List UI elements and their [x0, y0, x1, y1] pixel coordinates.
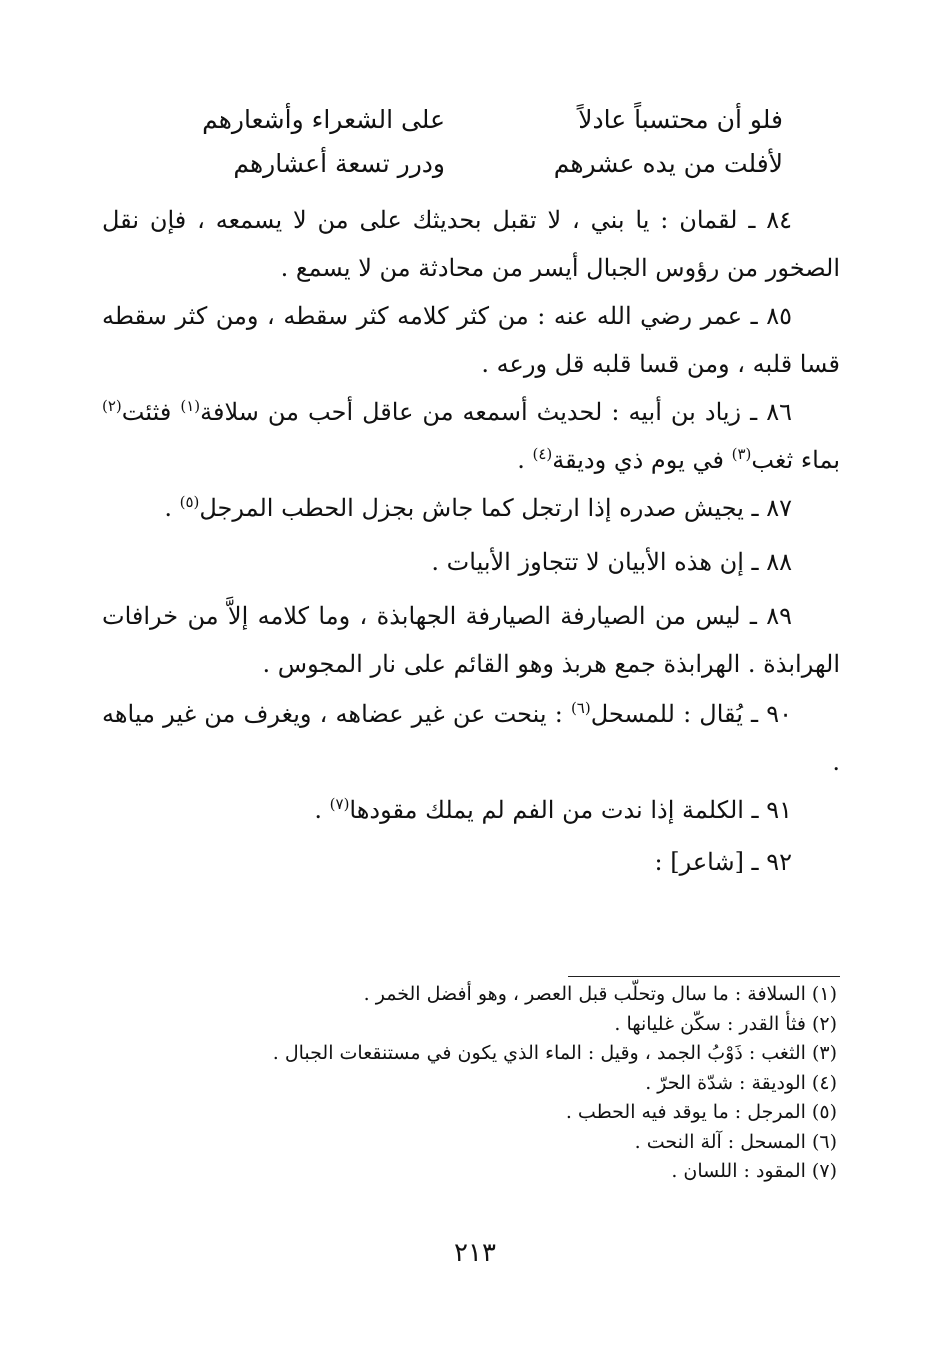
poem-line-1-second-hemistich: على الشعراء وأشعارهم [202, 105, 445, 134]
footnotes-section [197, 976, 837, 1187]
entry-92: ٩٢ ـ [شاعر] : [654, 848, 792, 876]
entry-90-text-b: : ينحت عن غير عضاهه ، ويغرف من غير مياهه . [102, 700, 840, 776]
footnote-ref-2[interactable]: (٢) [102, 397, 122, 415]
footnote-ref-7[interactable]: (٧) [329, 795, 350, 813]
footnote-2: (٢) فثأ القدر : سكّن غليانها . [614, 1012, 837, 1035]
footnote-ref-1[interactable]: (١) [180, 397, 201, 415]
footnote-1: (١) السلافة : ما سال وتحلّب قبل العصر ، وهو أفضل الخمر . [363, 983, 837, 1005]
entry-86-text-a: ٨٦ ـ زياد بن أبيه : لحديث أسمعه من عاقل أحب من سلافة [200, 398, 792, 426]
footnote-4: (٤) الوديقة : شدّة الحرّ . [645, 1071, 837, 1094]
entry-91-text-b: . [314, 796, 330, 824]
entry-86 [102, 388, 840, 484]
entry-91 [102, 786, 792, 834]
poem-line-1-first-hemistich: فلو أن محتسباً عادلاً [578, 105, 783, 134]
poem-line-2-second-hemistich: ودرر تسعة أعشارهم [233, 149, 445, 178]
footnote-ref-6[interactable]: (٦) [570, 699, 591, 717]
entry-90 [102, 690, 840, 786]
entry-88: ٨٨ ـ إن هذه الأبيان لا تتجاوز الأبيات . [431, 548, 792, 576]
entry-91-text-a: ٩١ ـ الكلمة إذا ندت من الفم لم يملك مقودها [349, 796, 792, 824]
entry-86-text-b: فثئت [121, 398, 181, 426]
footnote-3: (٣) الثغب : ذَوْبُ الجمد ، وقيل : الماء الذي يكون في مستنقعات الجبال . [272, 1042, 837, 1064]
entry-86-text-d: في يوم ذي وديقة [552, 446, 732, 474]
footnote-6: (٦) المسحل : آلة النحت . [634, 1130, 837, 1153]
entry-90-text-a: ٩٠ ـ يُقال : للمسحل [590, 700, 792, 728]
footnote-5: (٥) المرجل : ما يوقد فيه الحطب . [565, 1101, 837, 1123]
poem-line-2-first-hemistich: لأفلت من يده عشرهم [553, 149, 783, 178]
footnote-7: (٧) المقود : اللسان . [671, 1160, 837, 1182]
footnote-ref-3[interactable]: (٣) [731, 445, 752, 463]
page-number: ٢١٣ [454, 1238, 496, 1268]
entry-87-text-a: ٨٧ ـ يجيش صدره إذا ارتجل كما جاش بجزل الحطب المرجل [199, 494, 792, 522]
footnote-ref-5[interactable]: (٥) [179, 493, 200, 511]
entry-86-text-e: . [517, 446, 533, 474]
entry-89: ٨٩ ـ ليس من الصيارفة الصيارفة الجهابذة ، وما كلامه إلاَّ من خرافات الهرابذة . الهرابذة جمع هربذ وهو القائم على نار المجوس . [102, 602, 840, 678]
entry-84: ٨٤ ـ لقمان : يا بني ، لا تقبل بحديثك على من لا يسمعه ، فإن نقل الصخور من رؤوس الجبال أيسر من محادثة من لا يسمع . [102, 206, 840, 282]
entry-87-text-b: . [164, 494, 180, 522]
footnote-ref-4[interactable]: (٤) [532, 445, 553, 463]
entry-87 [102, 484, 792, 532]
entry-86-text-c: بماء ثغب [751, 446, 840, 474]
entry-85: ٨٥ ـ عمر رضي الله عنه : من كثر كلامه كثر سقطه ، ومن كثر سقطه قسا قلبه ، ومن قسا قلبه قل ورعه . [102, 302, 840, 378]
